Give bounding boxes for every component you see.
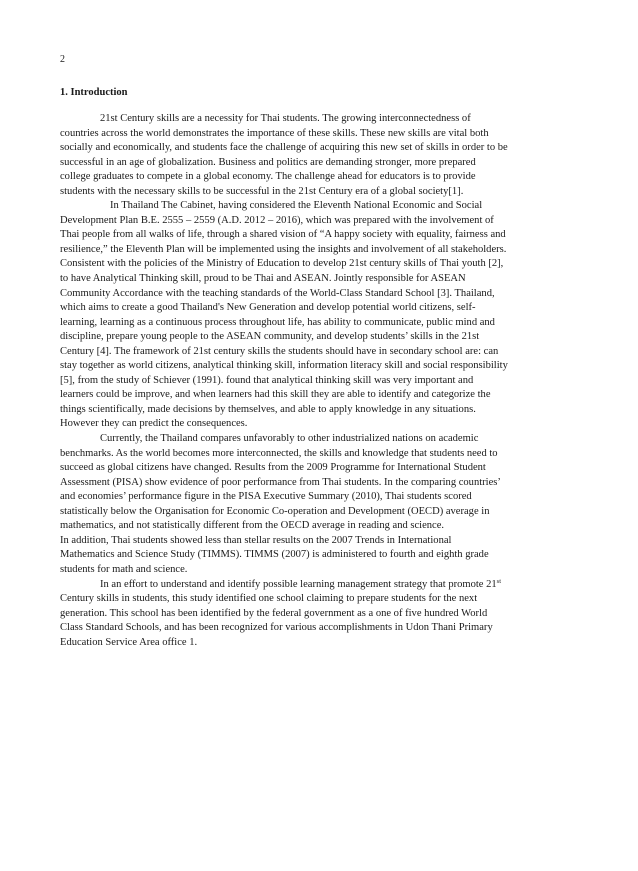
- text-line: successful in an age of globalization. Business and politics are demanding stronger, more prepared: [60, 156, 476, 168]
- text-line: In addition, Thai students showed less than stellar results on the 2007 Trends in International: [60, 534, 452, 546]
- section-heading: 1. Introduction: [60, 87, 128, 98]
- text-line: mathematics, and not statistically different from the OECD average in reading and science.: [60, 520, 445, 532]
- text-line: college graduates to compete in a global economy. The challenge ahead for educators is to provide: [60, 171, 476, 183]
- text-line: Class Standard Schools, and has been recognized for various accomplishments in Udon Thani Primary: [60, 622, 493, 634]
- text-line: countries across the world demonstrates the importance of these skills. These new skills are vital both: [60, 127, 489, 139]
- text-line: benchmarks. As the world becomes more interconnected, the skills and knowledge that students need to: [60, 447, 498, 459]
- text-line: resilience,” the Eleventh Plan will be implemented using the insights and involvement of all stakeholders.: [60, 243, 507, 255]
- text-line: Community Accordance with the teaching standards of the World-Class Standard School [3]. Thailand,: [60, 287, 495, 299]
- text-line: to have Analytical Thinking skill, proud to be Thai and ASEAN. Jointly responsible for ASEAN: [60, 273, 466, 285]
- text-line: students for math and science.: [60, 563, 188, 575]
- text-line: statistically below the Organisation for Economic Co-operation and Development (OECD) average in: [60, 505, 490, 517]
- text-line: discipline, prepare young people to the ASEAN community, and develop students’ skills in the 21st: [60, 331, 480, 343]
- text-line: Development Plan B.E. 2555 – 2559 (A.D. 2012 – 2016), which was prepared with the involvement of: [60, 214, 494, 226]
- text-line: Currently, the Thailand compares unfavorably to other industrialized nations on academic: [100, 433, 479, 445]
- text-line: Assessment (PISA) show evidence of poor performance from Thai students. In the comparing countries’: [60, 476, 501, 488]
- text-line: Century skills in students, this study identified one school claiming to prepare students for the next: [60, 593, 478, 605]
- introduction-body: [60, 112, 580, 650]
- text-line: However they can predict the consequences.: [60, 418, 248, 430]
- text-line: Thai people from all walks of life, through a shared vision of “A happy society with equality, fairness and: [60, 229, 506, 241]
- text-line: Mathematics and Science Study (TIMMS). TIMMS (2007) is administered to fourth and eighth grade: [60, 549, 489, 561]
- text-line: Education Service Area office 1.: [60, 636, 198, 648]
- text-line: students with the necessary skills to be successful in the 21st Century era of a global society[1].: [60, 185, 464, 197]
- superscript: st: [496, 577, 502, 585]
- text-line: which aims to create a good Thailand's New Generation and develop potential world citizens, self-: [60, 302, 476, 314]
- text-line: things scientifically, made decisions by themselves, and able to apply knowledge in any situations.: [60, 403, 476, 415]
- text-line: learning, learning as a continuous process throughout life, has ability to communicate, public mind and: [60, 316, 495, 328]
- text-line: generation. This school has been identified by the federal government as a one of five hundred World: [60, 607, 488, 619]
- text-line: succeed as global citizens have changed. Results from the 2009 Programme for International Student: [60, 462, 486, 474]
- text-line: Consistent with the policies of the Ministry of Education to develop 21st century skills of Thai youth [2],: [60, 258, 504, 270]
- text-line: learners could be improve, and when learners had this skill they are able to identify and categorize the: [60, 389, 491, 401]
- text-line: [60, 578, 580, 593]
- page-number: 2: [60, 54, 65, 65]
- text-line: and economies’ performance figure in the PISA Executive Summary (2010), Thai students scored: [60, 491, 472, 503]
- text-line: Century [4]. The framework of 21st century skills the students should have in secondary school are: can: [60, 345, 499, 357]
- text-line: socially and economically, and students face the challenge of acquiring this new set of skills in order to be: [60, 142, 508, 154]
- text-line-content: In an effort to understand and identify possible learning management strategy that promote 21: [100, 578, 497, 590]
- text-line: In Thailand The Cabinet, having considered the Eleventh National Economic and Social: [110, 200, 483, 212]
- text-line: stay together as world citizens, analytical thinking skill, information literacy skill and social responsibility: [60, 360, 508, 372]
- text-line: [5], from the study of Schiever (1991). found that analytical thinking skill was very important and: [60, 374, 474, 386]
- text-line: 21st Century skills are a necessity for Thai students. The growing interconnectedness of: [100, 113, 471, 124]
